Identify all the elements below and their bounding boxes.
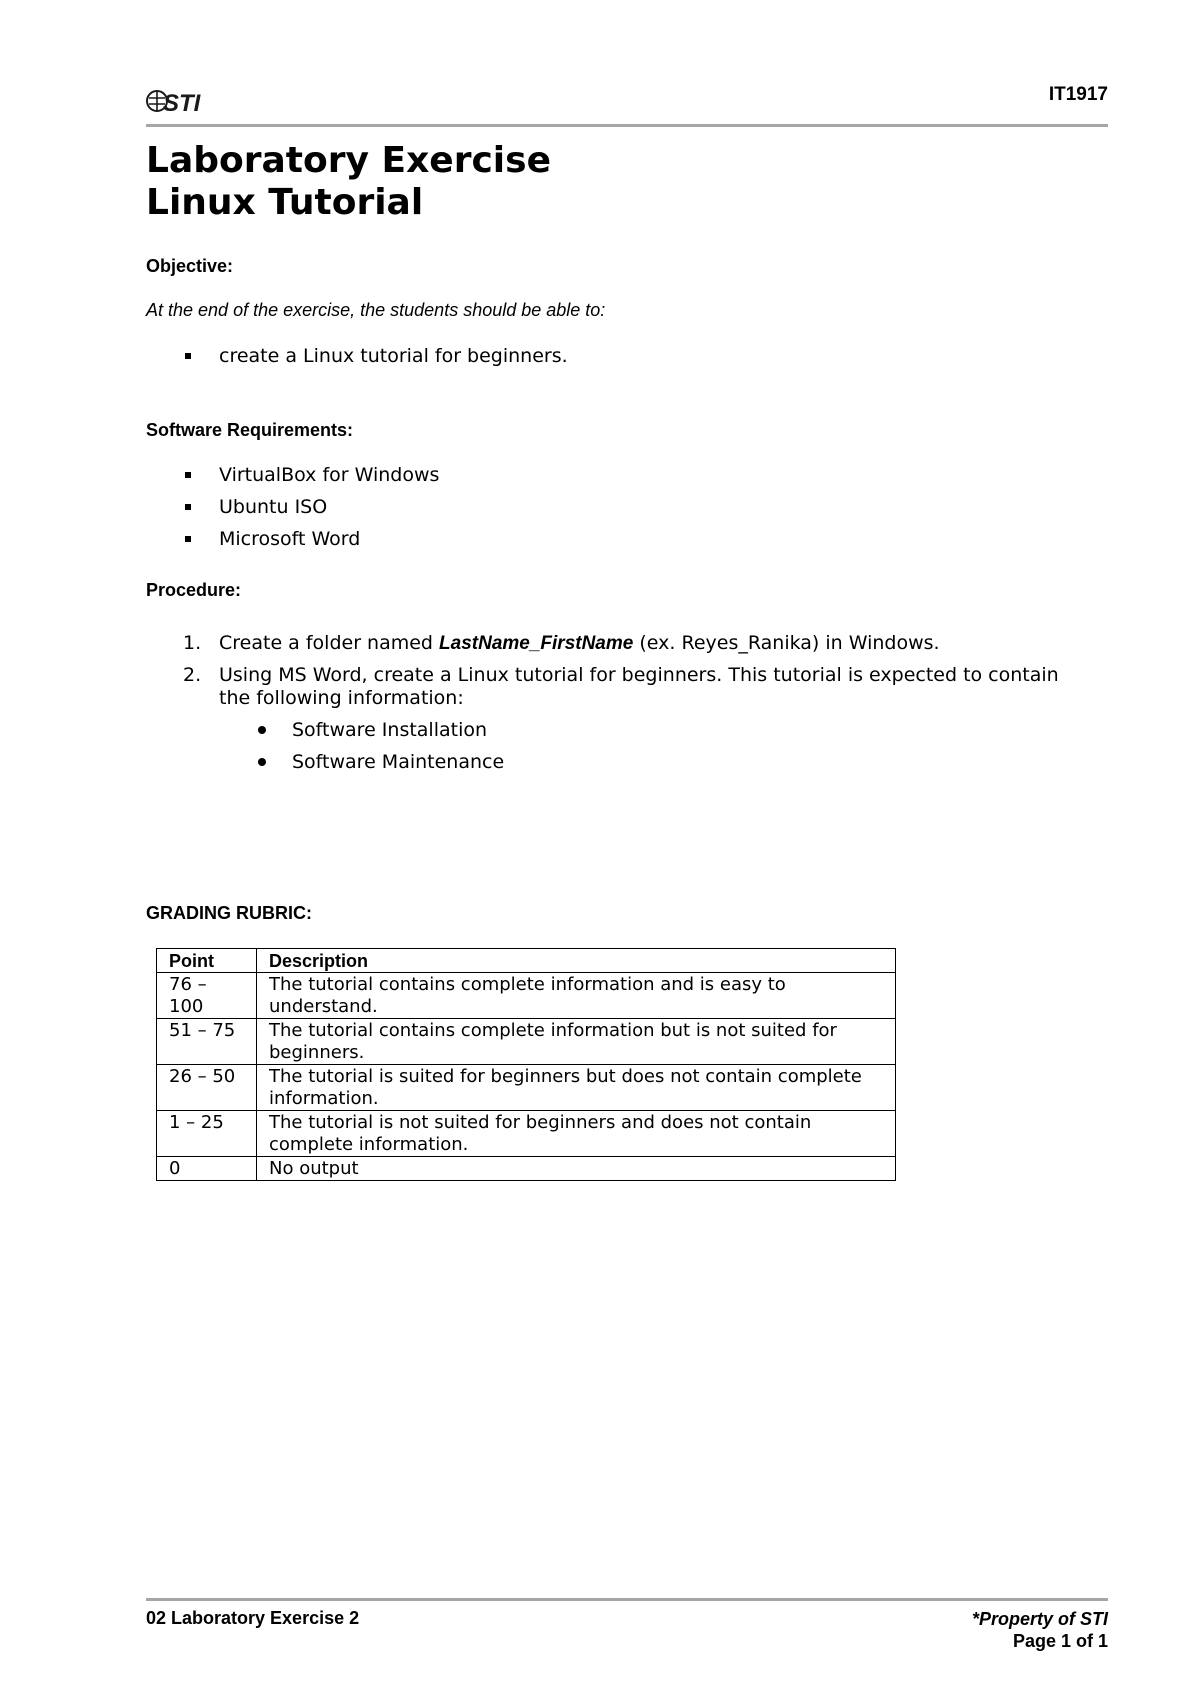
column-header-point: Point: [157, 949, 257, 973]
software-heading: Software Requirements:: [146, 420, 354, 440]
point-cell: 76 – 100: [157, 973, 257, 1019]
list-item: Microsoft Word: [219, 523, 439, 555]
description-cell: The tutorial is suited for beginners but does not contain complete information.: [257, 1065, 896, 1111]
step-2-sublist: [292, 714, 504, 778]
software-list: [219, 459, 439, 555]
square-bullet-icon: [185, 504, 191, 510]
dot-bullet-icon: [258, 726, 266, 734]
table-row: [157, 1065, 896, 1111]
table-header-row: [157, 949, 896, 973]
property-notice: *Property of STI: [971, 1609, 1108, 1629]
point-cell: 1 – 25: [157, 1111, 257, 1157]
column-header-description: Description: [257, 949, 896, 973]
description-cell: The tutorial contains complete information but is not suited for beginners.: [257, 1019, 896, 1065]
point-cell: 51 – 75: [157, 1019, 257, 1065]
square-bullet-icon: [185, 472, 191, 478]
step-2: Using MS Word, create a Linux tutorial for beginners. This tutorial is expected to contain the following information:: [219, 664, 1059, 709]
procedure-heading: Procedure:: [146, 580, 242, 600]
table-row: [157, 1157, 896, 1181]
description-cell: The tutorial contains complete information and is easy to understand.: [257, 973, 896, 1019]
title-line-1: Laboratory Exercise: [146, 140, 551, 181]
table-row: [157, 973, 896, 1019]
rubric-heading: GRADING RUBRIC:: [146, 903, 312, 923]
table-row: [157, 1111, 896, 1157]
dot-bullet-icon: [258, 758, 266, 766]
list-item: VirtualBox for Windows: [219, 459, 439, 491]
folder-name-emphasis: LastName_FirstName: [439, 633, 634, 654]
list-item: create a Linux tutorial for beginners.: [219, 340, 568, 372]
document-code: IT1917: [1048, 84, 1108, 105]
step-2-number: 2.: [183, 664, 202, 686]
logo-text: STI: [163, 90, 201, 116]
sti-logo: [146, 86, 216, 116]
description-cell: The tutorial is not suited for beginners and does not contain complete information.: [257, 1111, 896, 1157]
square-bullet-icon: [185, 353, 191, 359]
list-item: Ubuntu ISO: [219, 491, 439, 523]
page-number: Page 1 of 1: [1012, 1631, 1108, 1651]
square-bullet-icon: [185, 536, 191, 542]
step-1: Create a folder named LastName_FirstName (ex. Reyes_Ranika) in Windows.: [219, 632, 940, 654]
point-cell: 0: [157, 1157, 257, 1181]
rubric-table: [156, 948, 896, 1181]
footer-divider: [146, 1598, 1108, 1601]
footer-document-title: 02 Laboratory Exercise 2: [146, 1608, 360, 1628]
page-title: [146, 140, 551, 224]
objective-intro: At the end of the exercise, the students should be able to:: [146, 300, 606, 320]
description-cell: No output: [257, 1157, 896, 1181]
point-cell: 26 – 50: [157, 1065, 257, 1111]
title-line-2: Linux Tutorial: [146, 182, 424, 223]
list-item: Software Maintenance: [292, 746, 504, 778]
table-row: [157, 1019, 896, 1065]
objective-heading: Objective:: [146, 256, 234, 276]
list-item: Software Installation: [292, 714, 504, 746]
step-1-number: 1.: [183, 632, 202, 654]
header-divider: [146, 124, 1108, 127]
objective-list: [219, 340, 568, 372]
footer-right-block: [972, 1608, 1108, 1652]
